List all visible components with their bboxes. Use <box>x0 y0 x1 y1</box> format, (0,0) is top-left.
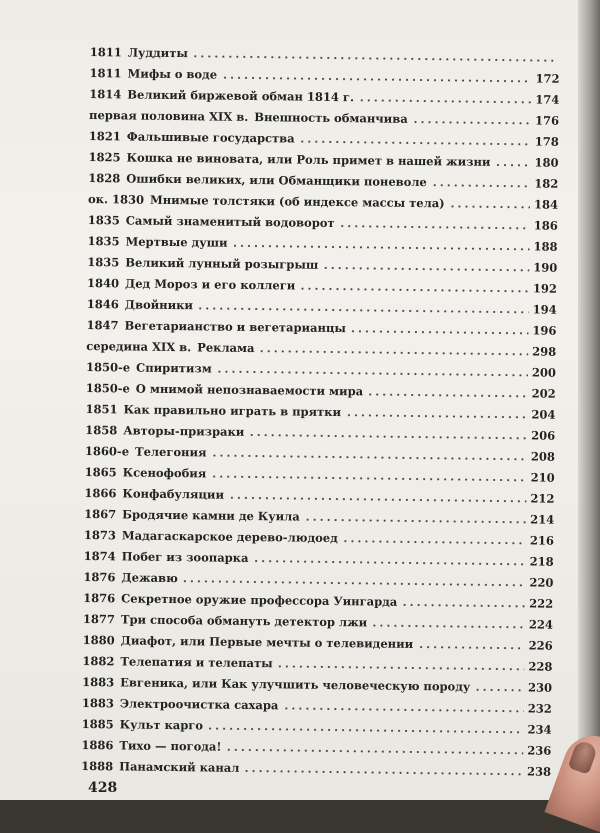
toc-page: 190 <box>533 260 558 275</box>
toc-year: 1847 <box>86 317 119 333</box>
toc-year: 1888 <box>81 758 114 774</box>
toc-page: 202 <box>531 386 556 401</box>
toc-page: 236 <box>527 743 552 758</box>
toc-page: 224 <box>528 617 553 632</box>
toc-page: 200 <box>531 365 557 380</box>
toc-year: 1877 <box>82 611 116 627</box>
toc-page: 208 <box>530 449 556 464</box>
toc-page: 196 <box>532 323 557 338</box>
toc-page: 188 <box>533 239 558 254</box>
toc-year: 1865 <box>84 464 117 480</box>
toc-page: 226 <box>528 638 553 653</box>
toc-page: 298 <box>532 344 557 359</box>
toc-title: Авторы-призраки <box>123 423 245 439</box>
toc-title: Телепатия и телепаты <box>120 654 273 671</box>
toc-page: 178 <box>534 134 559 149</box>
toc-year: 1883 <box>82 674 115 690</box>
toc-title: Евгеника, или Как улучшить человеческую породу <box>120 675 471 694</box>
toc-title: Дед Мороз и его коллеги <box>124 276 296 293</box>
toc-page: 182 <box>534 176 559 191</box>
toc-title: Реклама <box>197 340 255 356</box>
toc-title: Три способа обмануть детектор лжи <box>120 612 368 630</box>
toc-year: 1886 <box>81 737 114 753</box>
toc-year: 1828 <box>88 170 121 186</box>
dot-leader <box>412 121 531 124</box>
toc-year: 1880 <box>82 632 115 648</box>
toc-year: 1860-е <box>84 443 130 459</box>
toc-title: Мадагаскарское дерево-людоед <box>121 528 338 546</box>
toc-year: 1867 <box>84 506 117 522</box>
toc-page: 212 <box>530 491 555 506</box>
toc-title: Спиритизм <box>136 360 212 376</box>
toc-year: середина XIX в. <box>86 338 192 355</box>
toc-page: 232 <box>527 701 552 716</box>
toc-title: Телегония <box>134 444 207 460</box>
toc-title: Вегетарианство и вегетарианцы <box>124 318 347 336</box>
toc-year: 1885 <box>81 716 114 732</box>
toc-year: 1850-е <box>85 380 130 396</box>
dot-leader <box>371 624 525 628</box>
toc-page: 180 <box>534 155 559 170</box>
toc-title: Ошибки великих, или Обманщики поневоле <box>126 171 427 190</box>
toc-title: Мифы о воде <box>127 66 218 82</box>
toc-title: О мнимой непознаваемости мира <box>135 381 364 399</box>
toc-title: Тихо — погода! <box>119 738 222 754</box>
dot-leader <box>342 540 526 544</box>
toc-title: Секретное оружие профессора Уингарда <box>121 591 398 609</box>
toc-year: 1866 <box>84 485 117 501</box>
toc-page: 214 <box>530 512 555 527</box>
toc-title: Побег из зоопарка <box>121 549 249 565</box>
toc-page: 172 <box>535 71 560 86</box>
toc-year: 1874 <box>83 548 116 564</box>
toc-title: Фальшивые государства <box>126 129 295 146</box>
toc-page: 216 <box>529 533 555 548</box>
dot-leader <box>282 707 523 712</box>
dot-leader <box>474 689 524 692</box>
toc-year: 1840 <box>86 275 120 291</box>
dot-leader <box>431 184 530 187</box>
dot-leader <box>299 288 529 293</box>
toc-year: 1825 <box>88 149 121 165</box>
dot-leader <box>350 330 529 334</box>
toc-year: 1835 <box>87 212 120 228</box>
toc-page: 186 <box>533 218 558 233</box>
toc-year: 1846 <box>86 296 119 312</box>
dot-leader <box>358 99 531 103</box>
dot-leader <box>345 414 527 418</box>
toc-page: 192 <box>532 281 558 296</box>
toc-page: 206 <box>531 428 556 443</box>
dot-leader <box>299 141 531 146</box>
toc-year: 1811 <box>89 65 122 81</box>
toc-title: Дежавю <box>121 570 178 586</box>
toc-page: 176 <box>534 113 560 128</box>
dot-leader <box>401 604 525 608</box>
toc-page: 228 <box>528 659 553 674</box>
toc-title: Культ карго <box>119 717 204 733</box>
toc-year: ок. 1830 <box>87 191 145 207</box>
toc-year: 1811 <box>89 44 122 60</box>
toc-page: 210 <box>530 470 555 485</box>
toc-title: Кошка не виновата, или Роль примет в нашей жизни <box>126 150 491 169</box>
toc-year: 1814 <box>89 86 122 102</box>
toc-page: 174 <box>535 92 560 107</box>
toc-year: 1850-е <box>85 359 131 375</box>
toc-title: Двойники <box>124 297 194 313</box>
toc-year: 1851 <box>85 401 118 417</box>
toc-page: 222 <box>529 596 554 611</box>
dot-leader <box>304 519 526 524</box>
dot-leader <box>367 393 528 397</box>
toc-page: 234 <box>527 722 552 737</box>
toc-entry <box>81 752 551 779</box>
toc-page: 184 <box>533 197 559 212</box>
toc-title: Ксенофобия <box>122 465 207 481</box>
toc-page: 218 <box>529 554 554 569</box>
dot-leader <box>339 225 530 229</box>
toc-year: 1876 <box>83 569 116 585</box>
toc-year: 1835 <box>87 254 120 270</box>
toc-title: Луддиты <box>127 45 188 61</box>
toc-title: Мнимые толстяки (об индексе массы тела) <box>149 192 445 211</box>
toc-title: Электроочистка сахара <box>119 696 279 713</box>
toc-year: 1883 <box>81 695 114 711</box>
toc-year: 1882 <box>82 653 115 669</box>
toc-year: 1876 <box>83 590 116 606</box>
toc-title: Панамский канал <box>119 759 240 775</box>
toc-title: Как правильно играть в прятки <box>123 402 342 420</box>
toc-title: Бродячие камни де Куила <box>122 507 300 524</box>
toc-year: первая половина XIX в. <box>88 107 249 124</box>
dot-leader <box>277 665 525 670</box>
dot-leader <box>243 770 523 775</box>
toc-title: Великий биржевой обман 1814 г. <box>127 87 355 105</box>
toc-title: Самый знаменитый водоворот <box>125 213 335 231</box>
toc-year: 1835 <box>87 233 120 249</box>
dot-leader <box>322 267 529 272</box>
toc-year: 1858 <box>85 422 118 438</box>
toc-title: Конфабуляции <box>122 486 225 502</box>
page-number: 428 <box>88 780 118 796</box>
dot-leader <box>449 205 530 208</box>
toc-page: 194 <box>532 302 557 317</box>
toc-page: 220 <box>529 575 554 590</box>
toc-year: 1873 <box>83 527 117 543</box>
toc-page: 204 <box>531 407 556 422</box>
toc-page: 238 <box>526 764 552 779</box>
dot-leader <box>494 164 530 166</box>
toc-page: 230 <box>528 680 553 695</box>
dot-leader <box>417 646 524 649</box>
toc-title: Мертвые души <box>125 234 228 250</box>
toc-title: Великий лунный розыгрыш <box>125 255 319 272</box>
toc-year: 1821 <box>88 128 121 144</box>
toc-title: Диафот, или Первые мечты о телевидении <box>120 633 414 651</box>
toc-title: Внешность обманчива <box>254 110 408 126</box>
